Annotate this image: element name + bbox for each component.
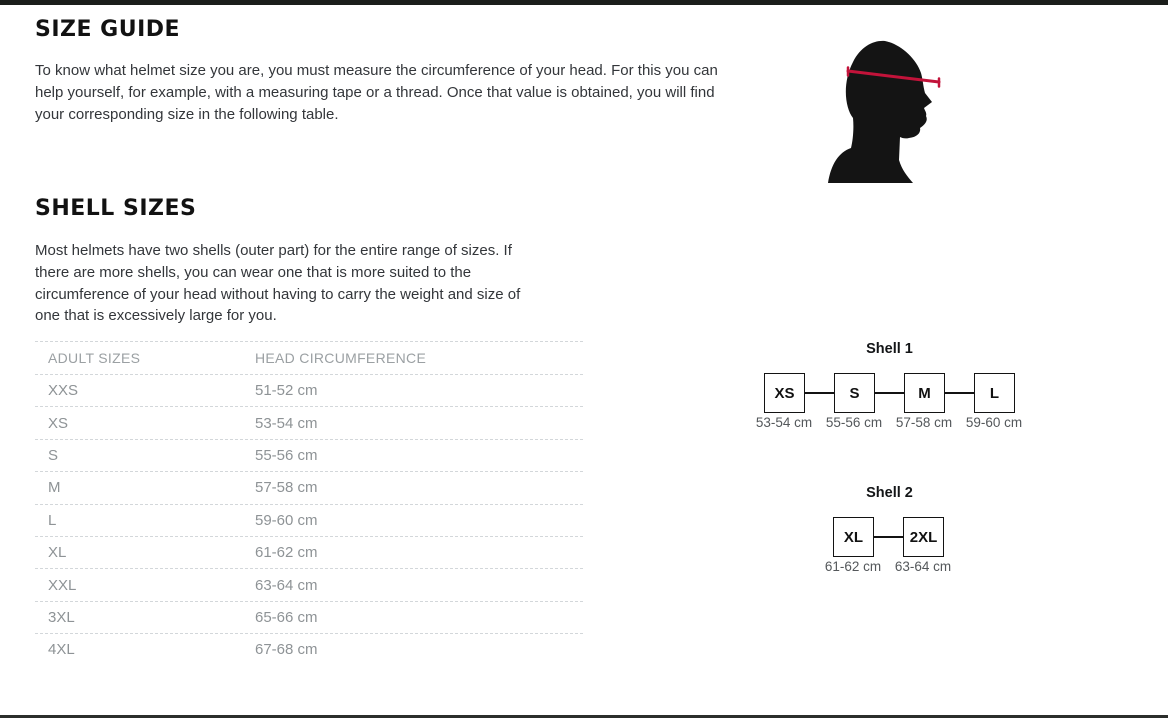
circumference-cell: 59-60 cm bbox=[255, 511, 318, 529]
page-bottom-divider bbox=[0, 715, 1168, 718]
circumference-cell: 61-62 cm bbox=[255, 544, 318, 562]
size-table-row bbox=[35, 375, 583, 407]
size-cell: S bbox=[48, 446, 59, 464]
intro-line-1: To know what helmet size you are, you must measure the circumference of your head. For this you can bbox=[35, 62, 718, 79]
shell-desc-line-4: one that is excessively large for you. bbox=[35, 307, 277, 325]
head-silhouette bbox=[828, 41, 932, 183]
head-silhouette-figure bbox=[820, 38, 942, 186]
shell-1-ranges bbox=[749, 415, 1029, 430]
size-cell: 3XL bbox=[48, 608, 75, 626]
size-range-2xl: 63-64 cm bbox=[894, 559, 952, 574]
size-table-row bbox=[35, 569, 583, 601]
size-table-row bbox=[35, 537, 583, 569]
shell-2-diagram bbox=[833, 517, 944, 557]
size-range-s: 55-56 cm bbox=[825, 415, 883, 430]
shell-2-title: Shell 2 bbox=[866, 485, 913, 501]
circumference-cell: 67-68 cm bbox=[255, 641, 318, 659]
shell-connector-line bbox=[945, 392, 974, 394]
size-cell: XXL bbox=[48, 576, 77, 594]
shell-size-box-s: S bbox=[834, 373, 875, 413]
shell-size-box-xl: XL bbox=[833, 517, 874, 557]
circumference-cell: 53-54 cm bbox=[255, 414, 318, 432]
circumference-cell: 55-56 cm bbox=[255, 446, 318, 464]
shell-connector-line bbox=[874, 536, 903, 538]
size-table-row bbox=[35, 472, 583, 504]
circumference-cell: 65-66 cm bbox=[255, 608, 318, 626]
shell-desc-line-1: Most helmets have two shells (outer part) for the entire range of sizes. If bbox=[35, 242, 512, 259]
shell-size-box-m: M bbox=[904, 373, 945, 413]
size-table-row bbox=[35, 440, 583, 472]
shell-desc-line-3: circumference of your head without having to carry the weight and size of bbox=[35, 285, 521, 303]
column-header-head-circumference: HEAD CIRCUMFERENCE bbox=[255, 350, 427, 366]
shell-sizes-description bbox=[35, 240, 520, 327]
circumference-cell: 51-52 cm bbox=[255, 382, 318, 400]
shell-1-diagram bbox=[764, 373, 1015, 413]
size-table-row bbox=[35, 407, 583, 439]
intro-line-2: help yourself, for example, with a measuring tape or a thread. Once that value is obtained, you will find bbox=[35, 83, 715, 101]
circumference-cell: 57-58 cm bbox=[255, 479, 318, 497]
size-cell: L bbox=[48, 511, 57, 529]
size-table-row bbox=[35, 634, 583, 665]
shell-sizes-title: SHELL SIZES bbox=[35, 196, 197, 221]
size-range-xl: 61-62 cm bbox=[824, 559, 882, 574]
shell-connector-line bbox=[875, 392, 904, 394]
shell-desc-line-2: there are more shells, you can wear one that is more suited to the bbox=[35, 263, 472, 281]
size-range-m: 57-58 cm bbox=[895, 415, 953, 430]
size-cell: XL bbox=[48, 544, 67, 562]
size-cell: XXS bbox=[48, 382, 79, 400]
circumference-cell: 63-64 cm bbox=[255, 576, 318, 594]
size-table bbox=[35, 341, 583, 666]
shell-2-ranges bbox=[818, 559, 958, 574]
column-header-adult-sizes: ADULT SIZES bbox=[48, 350, 141, 366]
size-table-header-row bbox=[35, 342, 583, 375]
intro-line-3: your corresponding size in the following table. bbox=[35, 105, 339, 123]
shell-size-box-xs: XS bbox=[764, 373, 805, 413]
size-range-xs: 53-54 cm bbox=[755, 415, 813, 430]
top-nav-edge bbox=[0, 0, 1168, 5]
shell-connector-line bbox=[805, 392, 834, 394]
size-cell: XS bbox=[48, 414, 69, 432]
size-cell: 4XL bbox=[48, 641, 75, 659]
size-guide-intro bbox=[35, 60, 718, 125]
shell-size-box-2xl: 2XL bbox=[903, 517, 944, 557]
size-table-row bbox=[35, 602, 583, 634]
size-cell: M bbox=[48, 479, 61, 497]
size-range-l: 59-60 cm bbox=[965, 415, 1023, 430]
size-table-row bbox=[35, 505, 583, 537]
shell-1-title: Shell 1 bbox=[866, 341, 913, 357]
size-guide-title: SIZE GUIDE bbox=[35, 17, 181, 42]
shell-size-box-l: L bbox=[974, 373, 1015, 413]
